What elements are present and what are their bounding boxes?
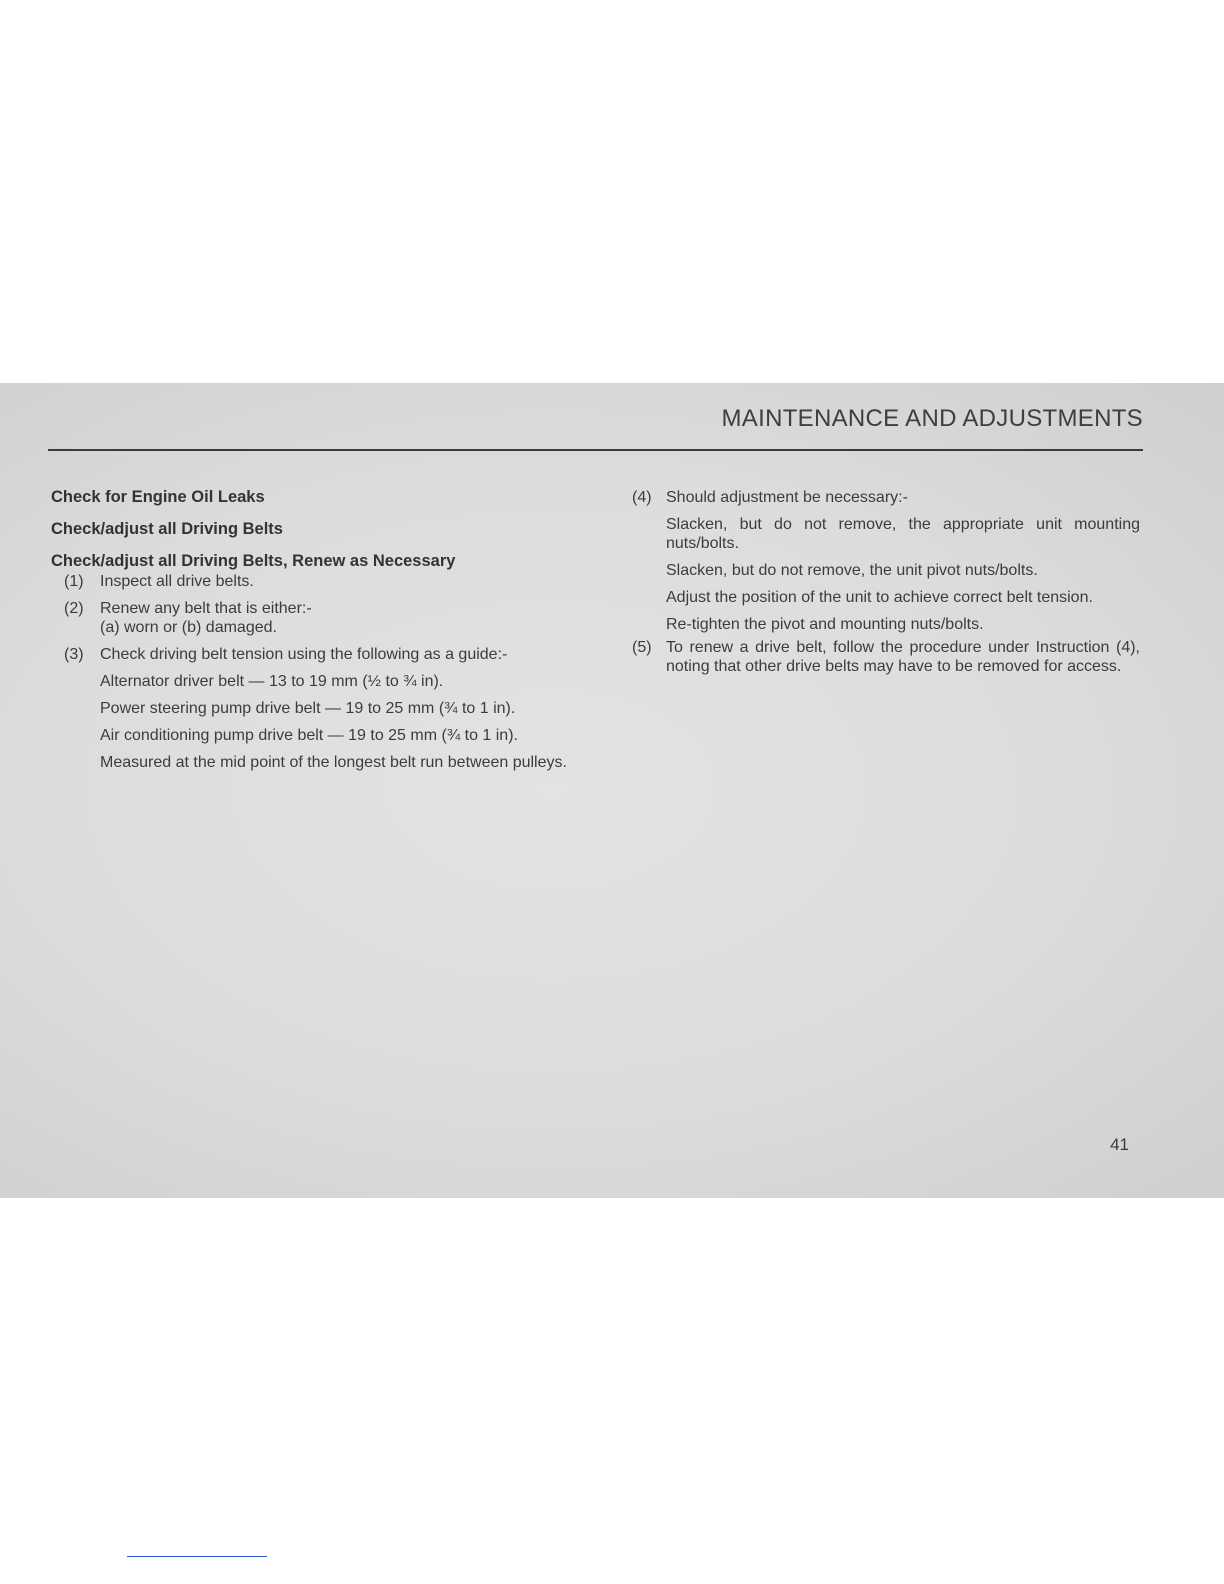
spec-power-steering-belt: Power steering pump drive belt — 19 to 25 mm (¾ to 1 in).: [100, 700, 516, 717]
item-text: To renew a drive belt, follow the procedure under Instruction (4), noting that other drive belts may have to be removed for access.: [666, 639, 1140, 675]
item-number: (4): [632, 489, 652, 506]
list-item-1: [51, 572, 571, 591]
heading-driving-belts: Check/adjust all Driving Belts: [51, 520, 283, 538]
item-number: (2): [64, 600, 84, 617]
item-body: [100, 599, 571, 637]
item-number: (1): [64, 573, 84, 590]
list-item-5: [632, 638, 1140, 676]
link-underline: [127, 1556, 267, 1557]
item-number: (3): [64, 646, 84, 663]
measurement-note: Measured at the mid point of the longest belt run between pulleys.: [100, 754, 567, 771]
scanned-page: [0, 383, 1224, 1198]
spec-air-conditioning-belt: Air conditioning pump drive belt — 19 to 25 mm (¾ to 1 in).: [100, 727, 518, 744]
item-number: (5): [632, 639, 652, 656]
step-adjust-position: Adjust the position of the unit to achieve correct belt tension.: [666, 589, 1093, 606]
right-column: [632, 488, 1140, 684]
heading-oil-leaks: Check for Engine Oil Leaks: [51, 488, 265, 506]
item-text: Renew any belt that is either:-: [100, 600, 312, 617]
heading-renew-belts: Check/adjust all Driving Belts, Renew as Necessary: [51, 552, 456, 570]
list-item-4: [632, 488, 1140, 507]
list-item-2: [51, 599, 571, 637]
page-number: 41: [1110, 1135, 1129, 1154]
step-retighten: Re-tighten the pivot and mounting nuts/bolts.: [666, 616, 984, 633]
spec-alternator-belt: Alternator driver belt — 13 to 19 mm (½ to ¾ in).: [100, 673, 444, 690]
item-text: Check driving belt tension using the following as a guide:-: [100, 646, 508, 663]
step-slacken-mounting: Slacken, but do not remove, the appropriate unit mounting nuts/bolts.: [666, 516, 1140, 552]
item-text: Should adjustment be necessary:-: [666, 489, 908, 506]
item-text: Inspect all drive belts.: [100, 573, 254, 590]
item-subtext: (a) worn or (b) damaged.: [100, 619, 277, 636]
list-item-3: [51, 645, 571, 664]
step-slacken-pivot: Slacken, but do not remove, the unit pivot nuts/bolts.: [666, 562, 1038, 579]
section-header: MAINTENANCE AND ADJUSTMENTS: [721, 405, 1143, 432]
header-rule: [48, 449, 1143, 451]
left-column: [51, 488, 571, 780]
